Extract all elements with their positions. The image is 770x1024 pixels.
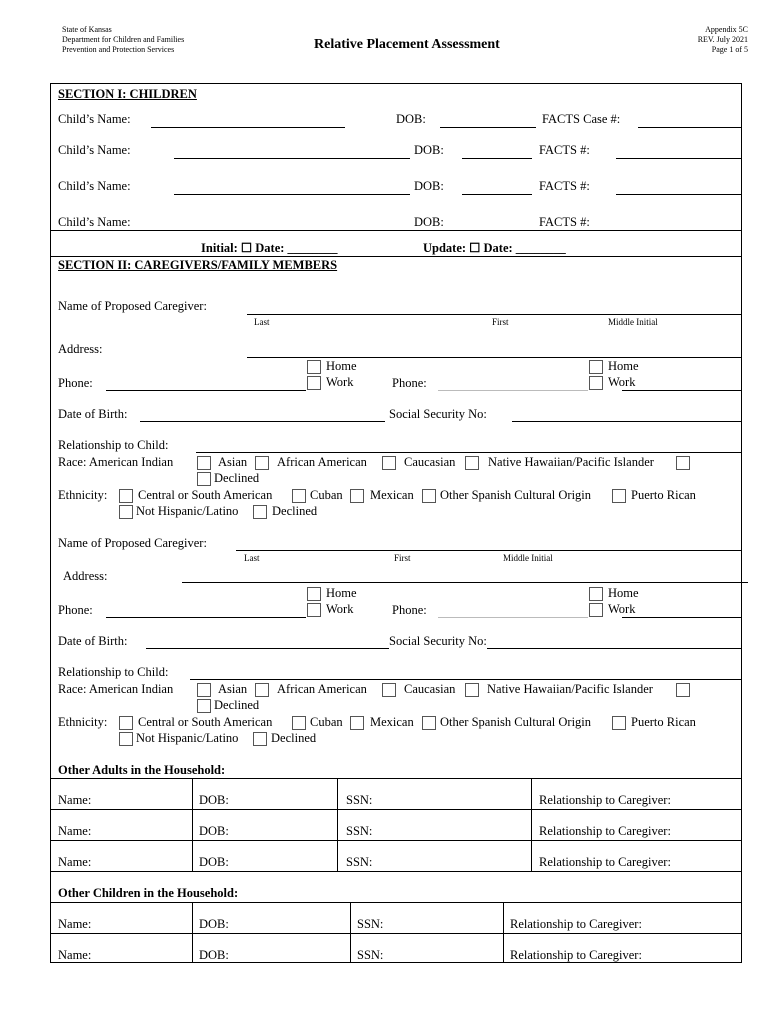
eth-declined-checkbox[interactable] (253, 732, 267, 746)
adult1-dob-label[interactable]: DOB: (199, 793, 229, 807)
section1-heading: SECTION I: CHILDREN (58, 87, 197, 101)
child1-dob-label: DOB: (396, 112, 426, 126)
race-african-checkbox[interactable] (382, 683, 396, 697)
race-asian-label: Asian (218, 455, 248, 469)
adult2-dob-label[interactable]: DOB: (199, 824, 229, 838)
agency-line-1: State of Kansas (62, 25, 112, 34)
child2-case-field[interactable] (616, 158, 741, 159)
caregiver2-name-field[interactable] (236, 550, 742, 551)
adult2-ssn-label[interactable]: SSN: (346, 824, 373, 838)
child3-case-label: FACTS #: (539, 179, 590, 193)
eth-puerto-checkbox[interactable] (612, 716, 626, 730)
eth-declined-label: Declined (271, 731, 317, 745)
caregiver2-first-caption: First (394, 553, 411, 563)
caregiver1-phone-field[interactable] (106, 390, 306, 391)
child2-dob-field[interactable] (462, 158, 532, 159)
divider (503, 902, 504, 963)
child2-name-field[interactable] (174, 158, 410, 159)
caregiver2-phone-field[interactable] (106, 617, 306, 618)
eth-puerto-label: Puerto Rican (631, 488, 696, 502)
divider (192, 778, 193, 871)
update-date[interactable]: Update: ☐ Date: ________ (423, 241, 566, 255)
eth-not-hispanic-label: Not Hispanic/Latino (136, 731, 239, 745)
divider (50, 933, 742, 934)
divider (50, 840, 742, 841)
adult3-dob-label[interactable]: DOB: (199, 855, 229, 869)
eth-central-checkbox[interactable] (119, 716, 133, 730)
race-declined-label: Declined (214, 471, 260, 485)
race-caucasian-label: Caucasian (404, 682, 456, 696)
child-hh1-name-label[interactable]: Name: (58, 917, 92, 931)
caregiver2-address-label: Address: (63, 569, 108, 583)
race-declined-label: Declined (214, 698, 260, 712)
child1-name-field[interactable] (151, 127, 345, 128)
child3-name-label: Child’s Name: (58, 179, 131, 193)
eth-puerto-checkbox[interactable] (612, 489, 626, 503)
child1-name-label: Child’s Name: (58, 112, 131, 126)
child-hh2-rel-label[interactable]: Relationship to Caregiver: (510, 948, 642, 962)
caregiver2-name-label: Name of Proposed Caregiver: (58, 536, 207, 550)
eth-other-checkbox[interactable] (422, 489, 436, 503)
caregiver1-ssn-field[interactable] (512, 421, 742, 422)
eth-central-checkbox[interactable] (119, 489, 133, 503)
child3-case-field[interactable] (616, 194, 741, 195)
eth-cuban-label: Cuban (310, 715, 343, 729)
caregiver2-work2-checkbox[interactable] (589, 603, 603, 617)
caregiver2-ethnicity-label: Ethnicity: (58, 715, 108, 729)
caregiver2-relationship-field[interactable] (190, 679, 742, 680)
caregiver1-last-caption: Last (254, 317, 270, 327)
eth-puerto-label: Puerto Rican (631, 715, 696, 729)
eth-mexican-checkbox[interactable] (350, 716, 364, 730)
initial-date[interactable]: Initial: ☐ Date: ________ (201, 241, 338, 255)
child3-name-field[interactable] (174, 194, 410, 195)
eth-central-label: Central or South American (138, 715, 273, 729)
race-pacific-checkbox[interactable] (676, 683, 690, 697)
race-declined-checkbox[interactable] (197, 699, 211, 713)
child-hh2-ssn-label[interactable]: SSN: (357, 948, 384, 962)
caregiver2-work-checkbox[interactable] (307, 603, 321, 617)
caregiver2-address-field[interactable] (182, 582, 748, 583)
race-caucasian-checkbox[interactable] (465, 683, 479, 697)
agency-line-2: Department for Children and Families (62, 35, 185, 44)
race-pacific-label: Native Hawaiian/Pacific Islander (488, 455, 654, 469)
section2-heading: SECTION II: CAREGIVERS/FAMILY MEMBERS (58, 258, 338, 272)
divider (192, 902, 193, 963)
eth-mexican-label: Mexican (370, 488, 414, 502)
eth-not-hispanic-label: Not Hispanic/Latino (136, 504, 239, 518)
child-hh1-ssn-label[interactable]: SSN: (357, 917, 384, 931)
adult3-name-label[interactable]: Name: (58, 855, 92, 869)
child3-dob-label: DOB: (414, 179, 444, 193)
caregiver1-address-field[interactable] (247, 357, 742, 358)
caregiver2-work2-label: Work (608, 602, 636, 616)
adult2-rel-label[interactable]: Relationship to Caregiver: (539, 824, 671, 838)
eth-central-label: Central or South American (138, 488, 273, 502)
eth-cuban-checkbox[interactable] (292, 489, 306, 503)
caregiver1-name-field[interactable] (247, 314, 742, 315)
caregiver2-ssn-label: Social Security No: (389, 634, 487, 648)
caregiver2-home2-checkbox[interactable] (589, 587, 603, 601)
divider (50, 778, 742, 779)
divider (50, 902, 742, 903)
appendix-label: Appendix 5C (705, 25, 748, 34)
eth-other-label: Other Spanish Cultural Origin (440, 715, 592, 729)
caregiver2-middle-caption: Middle Initial (503, 553, 553, 563)
child2-name-label: Child’s Name: (58, 143, 131, 157)
eth-mexican-checkbox[interactable] (350, 489, 364, 503)
caregiver1-phone2-field[interactable] (438, 390, 588, 391)
eth-cuban-checkbox[interactable] (292, 716, 306, 730)
child-hh2-dob-label[interactable]: DOB: (199, 948, 229, 962)
caregiver1-race-label: Race: American Indian (58, 455, 174, 469)
divider (50, 256, 742, 257)
adult3-ssn-label[interactable]: SSN: (346, 855, 373, 869)
divider (50, 809, 742, 810)
caregiver1-home2-label: Home (608, 359, 639, 373)
divider (337, 778, 338, 871)
revision-label: REV. July 2021 (697, 35, 748, 44)
caregiver2-home2-label: Home (608, 586, 639, 600)
race-pacific-label: Native Hawaiian/Pacific Islander (487, 682, 653, 696)
caregiver1-phone2-label: Phone: (392, 376, 427, 390)
agency-line-3: Prevention and Protection Services (62, 45, 175, 54)
caregiver1-work-checkbox[interactable] (307, 376, 321, 390)
caregiver1-work2-label: Work (608, 375, 636, 389)
eth-not-hispanic-checkbox[interactable] (119, 732, 133, 746)
divider (531, 778, 532, 871)
caregiver1-dob-label: Date of Birth: (58, 407, 128, 421)
other-children-heading: Other Children in the Household: (58, 886, 239, 900)
caregiver2-phone2-label: Phone: (392, 603, 427, 617)
caregiver1-home-checkbox[interactable] (307, 360, 321, 374)
child2-case-label: FACTS #: (539, 143, 590, 157)
divider (622, 390, 742, 391)
race-asian-checkbox[interactable] (255, 683, 269, 697)
caregiver2-home-checkbox[interactable] (307, 587, 321, 601)
eth-other-label: Other Spanish Cultural Origin (440, 488, 592, 502)
eth-other-checkbox[interactable] (422, 716, 436, 730)
child-hh1-rel-label[interactable]: Relationship to Caregiver: (510, 917, 642, 931)
caregiver1-first-caption: First (492, 317, 509, 327)
page-number: Page 1 of 5 (711, 45, 748, 54)
child1-case-field[interactable] (638, 127, 741, 128)
caregiver1-middle-caption: Middle Initial (608, 317, 658, 327)
caregiver1-ssn-label: Social Security No: (389, 407, 487, 421)
race-declined-checkbox[interactable] (197, 472, 211, 486)
caregiver1-dob-field[interactable] (140, 421, 385, 422)
caregiver1-home2-checkbox[interactable] (589, 360, 603, 374)
caregiver2-race-label: Race: American Indian (58, 682, 174, 696)
eth-mexican-label: Mexican (370, 715, 414, 729)
caregiver1-address-label: Address: (58, 342, 103, 356)
child4-dob-label: DOB: (414, 215, 444, 229)
child4-name-label: Child’s Name: (58, 215, 131, 229)
adult1-name-label[interactable]: Name: (58, 793, 92, 807)
caregiver2-home-label: Home (326, 586, 357, 600)
child-hh2-name-label[interactable]: Name: (58, 948, 92, 962)
child3-dob-field[interactable] (462, 194, 532, 195)
race-asian-label: Asian (218, 682, 248, 696)
divider (622, 617, 742, 618)
caregiver1-work-label: Work (326, 375, 354, 389)
divider (50, 230, 742, 231)
eth-cuban-label: Cuban (310, 488, 343, 502)
caregiver1-relationship-label: Relationship to Child: (58, 438, 169, 452)
eth-declined-label: Declined (272, 504, 318, 518)
caregiver2-relationship-label: Relationship to Child: (58, 665, 169, 679)
caregiver2-phone-label: Phone: (58, 603, 93, 617)
child1-dob-field[interactable] (440, 127, 536, 128)
race-caucasian-checkbox[interactable] (465, 456, 479, 470)
other-adults-heading: Other Adults in the Household: (58, 763, 226, 777)
caregiver2-last-caption: Last (244, 553, 260, 563)
page-title: Relative Placement Assessment (314, 37, 500, 52)
race-american-indian-checkbox[interactable] (197, 456, 211, 470)
caregiver2-phone2-field[interactable] (438, 617, 588, 618)
adult1-ssn-label[interactable]: SSN: (346, 793, 373, 807)
divider (50, 871, 742, 872)
caregiver1-name-label: Name of Proposed Caregiver: (58, 299, 207, 313)
caregiver1-home-label: Home (326, 359, 357, 373)
caregiver2-work-label: Work (326, 602, 354, 616)
caregiver1-relationship-field[interactable] (196, 452, 742, 453)
adult1-rel-label[interactable]: Relationship to Caregiver: (539, 793, 671, 807)
race-african-label: African American (277, 682, 367, 696)
caregiver1-ethnicity-label: Ethnicity: (58, 488, 108, 502)
divider (350, 902, 351, 963)
race-african-checkbox[interactable] (382, 456, 396, 470)
child1-case-label: FACTS Case #: (542, 112, 621, 126)
adult3-rel-label[interactable]: Relationship to Caregiver: (539, 855, 671, 869)
race-african-label: African American (277, 455, 367, 469)
eth-not-hispanic-checkbox[interactable] (119, 505, 133, 519)
race-american-indian-checkbox[interactable] (197, 683, 211, 697)
child4-case-label: FACTS #: (539, 215, 590, 229)
eth-declined-checkbox[interactable] (253, 505, 267, 519)
caregiver1-phone-label: Phone: (58, 376, 93, 390)
child2-dob-label: DOB: (414, 143, 444, 157)
child-hh1-dob-label[interactable]: DOB: (199, 917, 229, 931)
race-caucasian-label: Caucasian (404, 455, 456, 469)
adult2-name-label[interactable]: Name: (58, 824, 92, 838)
caregiver2-dob-label: Date of Birth: (58, 634, 128, 648)
race-pacific-checkbox[interactable] (676, 456, 690, 470)
race-asian-checkbox[interactable] (255, 456, 269, 470)
caregiver1-work2-checkbox[interactable] (589, 376, 603, 390)
